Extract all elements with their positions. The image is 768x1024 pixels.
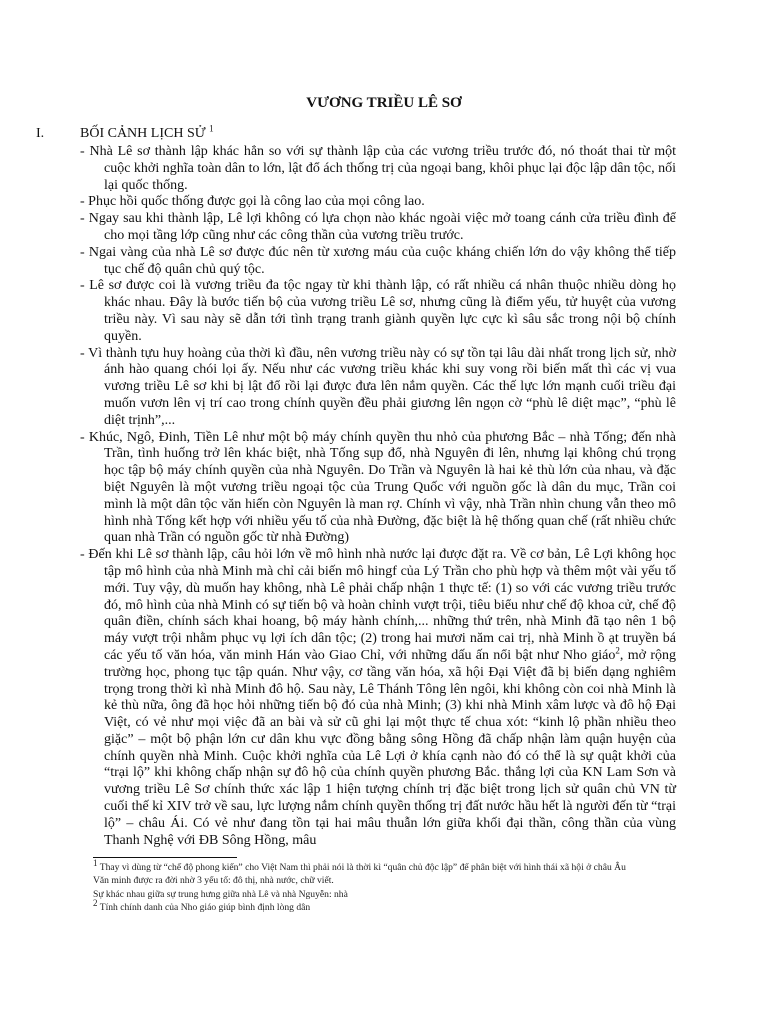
bullet-item-last — [80, 547, 676, 849]
footnote-text: Thay vì dùng từ “chế độ phong kiến” cho Việt Nam thì phải nói là thời kì “quân chủ độc lập” để phân biệt với hình thái xã hội ở châu Âu — [97, 862, 626, 873]
section-title: BỐI CẢNH LỊCH SỬ — [80, 126, 206, 141]
footnote-text: Sự khác nhau giữa sự trung hưng giữa nhà Lê và nhà Nguyễn: nhà — [93, 888, 348, 900]
page-title: VƯƠNG TRIỀU LÊ SƠ — [306, 95, 462, 111]
footnote — [93, 857, 683, 874]
bullet-item: - Ngay sau khi thành lập, Lê lợi không có lựa chọn nào khác ngoài việc mở toang cánh cửa triều đình để cho mọi tầng lớp cũng như các công thần của vương triều trước. — [80, 211, 676, 243]
bullet-item: - Lê sơ được coi là vương triều đa tộc ngay từ khi thành lập, có rất nhiều cá nhân thuộc nhiều dòng họ khác nhau. Đây là bước tiến bộ của vương triều Lê sơ, nhưng cũng là điểm yếu, tử huyệt của vương triều này. Vì sau này sẽ dẫn tới tình trạng tranh giành quyền lực cực kì sâu sắc trong nội bộ chính quyền. — [80, 278, 676, 344]
footnote — [93, 888, 683, 901]
footnote-marker: 2 — [93, 898, 98, 909]
footnote — [93, 898, 683, 914]
footnote-divider — [93, 857, 237, 858]
bullet-item: - Ngai vàng của nhà Lê sơ được đúc nên từ xương máu của cuộc kháng chiến lớn do vậy không thể tiếp tục chế độ quân chủ quý tộc. — [80, 244, 676, 277]
footnote-text: Tính chính danh của Nho giáo giúp bình định lòng dân — [97, 902, 311, 914]
bullet-item: - Nhà Lê sơ thành lập khác hẳn so với sự thành lập của các vương triều trước đó, nó thoát thai từ một cuộc khởi nghĩa toàn dân to lớn, lật đổ ách thống trị của ngoại bang, khôi phục lại độc lập dân tộc, nối lại quốc thống. — [80, 144, 676, 193]
footnote-text: Văn minh được ra đời nhờ 3 yếu tố: đô thị, nhà nước, chữ viết. — [93, 875, 334, 887]
footnote-ref-1[interactable]: 1 — [209, 123, 214, 134]
paragraph-text: , mở rộng trường học, phong tục tập quán. Như vậy, cơ tầng văn hóa, xã hội Đại Việt đã bị biến dạng nghiêm trọng trong thời kì nhà Minh đô hộ. Sau này, Lê Thánh Tông lên ngôi, khi không còn coi nhà Minh là kẻ thù nữa, ông đã học hỏi những tiến bộ đó của nhà Minh; (3) khi nhà Minh xâm lược và đô hộ Đại Việt, có vẻ như mọi việc đã an bài và sử cũ ghi lại một thực tế chua xót: “kinh lộ phần nhiều theo giặc” – một bộ phận lớn cư dân khu vực đồng bằng sông Hồng đã chấp nhận làm quận huyện của chính quyền nhà Minh. Cuộc khởi nghĩa của Lê Lợi ở khía cạnh nào đó có thể là sự quật khởi của “trại lộ” khi không chấp nhận sự đô hộ của chính quyền phương Bắc. thắng lợi của KN Lam Sơn và vương triều Lê Sơ chính thức xác lập 1 hiện tượng chính trị đặc biệt trong lịch sử quân chủ VN từ cuối thế kỉ XIV trở về sau, lực lượng nắm chính quyền thống trị đất nước hầu hết là người đến từ “trại lộ” – châu Ái. Có vẻ như đang tồn tại hai mâu thuẫn lớn giữa khối đại thần, công thần của vùng Thanh Nghệ với ĐB Sông Hồng, mâu — [104, 647, 676, 848]
footnote-marker: 1 — [93, 857, 98, 868]
footnote — [93, 874, 683, 887]
paragraph-text: - Đến khi Lê sơ thành lập, câu hỏi lớn về mô hình nhà nước lại được đặt ra. Về cơ bản, Lê Lợi không học tập mô hình của nhà Minh mà chỉ cải biến mô hingf của Lý Trần cho phù hợp và thêm một vài yếu tố mới. Tuy vậy, dù muốn hay không, nhà Lê phải chấp nhận 1 thực tế: (1) so với các vương triều trước đó, mô hình của nhà Minh có sự tiến bộ và hoàn chỉnh vượt trội, tiêu biểu như chế độ khoa cử, chế độ quân điền, chính sách khai hoang, bộ máy hành chính,... những thứ trên, nhà Minh đã tạo nên 1 bộ máy vượt trội nhằm phục vụ lợi ích dân tộc; (2) trong hai mươi năm cai trị, nhà Minh ồ ạt truyền bá các yếu tố văn hóa, văn minh Hán vào Giao Chỉ, với những dấu ấn nổi bật như Nho giáo — [80, 547, 676, 663]
bullet-item: - Vì thành tựu huy hoàng của thời kì đầu, nên vương triều này có sự tồn tại lâu dài nhất trong lịch sử, nhờ ánh hào quang chói lọi ấy. Nếu như các vương triều khác khi suy vong rồi biến mất thì các vị vua vương triều Lê sơ khi bị lật đổ rồi lại được đưa lên nắm quyền. Các thế lực lớn mạnh cuối triều đại muốn vươn lên vị trí cao trong chính quyền đều phải giương lên ngọn cờ “phù lê diệt mạc”, “phù lê diệt trịnh”,... — [80, 345, 676, 428]
footnote-ref-2[interactable]: 2 — [615, 645, 620, 656]
body-text — [80, 144, 676, 849]
section-number: I. — [36, 126, 45, 141]
footnotes — [93, 857, 683, 915]
bullet-item: - Khúc, Ngô, Đinh, Tiền Lê như một bộ máy chính quyền thu nhỏ của phương Bắc – nhà Tống; đến nhà Trần, tình huống trở lên khác biệt, nhà Tống sụp đổ, nhà Nguyên đi lên, nhưng lại không chú trọng học tập bộ máy chính quyền của nhà Nguyên. Do Trần và Nguyên là hai kẻ thù lớn của nhau, và đặc biệt Nguyên là một vương triều ngoại tộc của Trung Quốc với nguồn gốc là dân du mục, Trần coi mình là một dân tộc văn hiến còn Nguyên là man rợ. Chính vì vậy, nhà Trần nhìn chung vẫn theo mô hình nhà Tống kết hợp với nhiều yếu tố của nhà Đường, đặc biệt là hệ thống quan chế (rất nhiều chức quan nhà Trần có nguồn gốc từ nhà Đường) — [80, 429, 676, 546]
section-heading — [80, 123, 214, 142]
bullet-item: - Phục hồi quốc thống được gọi là công lao của mọi công lao. — [80, 194, 425, 210]
